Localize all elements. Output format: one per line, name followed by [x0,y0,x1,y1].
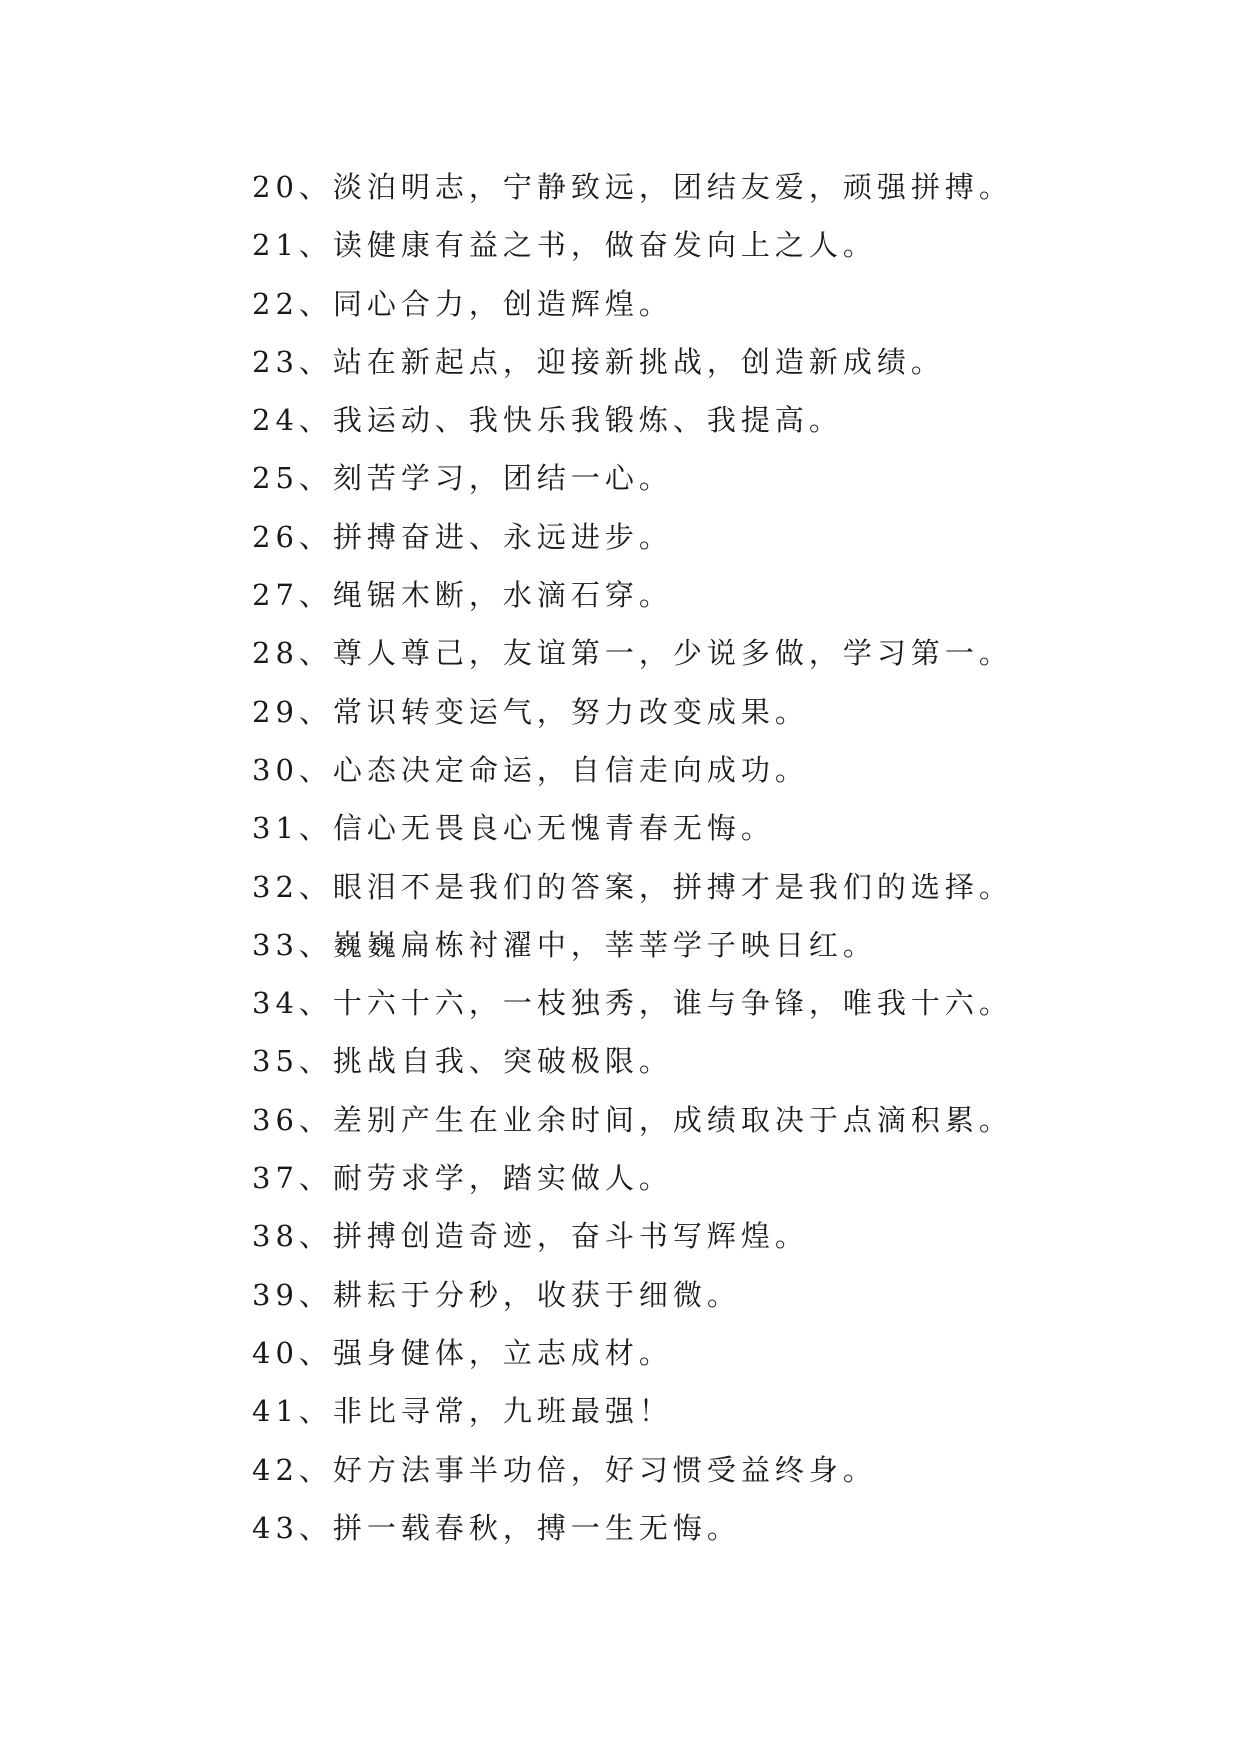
list-item: 41、非比寻常，九班最强！ [252,1394,673,1429]
list-item: 40、强身健体，立志成材。 [252,1335,673,1370]
list-item: 30、心态决定命运，自信走向成功。 [252,752,809,787]
list-item: 43、拼一载春秋，搏一生无悔。 [252,1510,741,1545]
slogan-list [252,158,1212,1557]
list-item: 27、绳锯木断，水滴石穿。 [252,578,673,613]
list-item: 20、淡泊明志，宁静致远，团结友爱，顽强拼搏。 [252,170,1013,204]
list-item: 39、耕耘于分秒，收获于细微。 [252,1277,741,1312]
list-item: 24、我运动、我快乐我锻炼、我提高。 [252,403,843,438]
list-item: 38、拼搏创造奇迹，奋斗书写辉煌。 [252,1219,809,1254]
list-item: 37、耐劳求学，踏实做人。 [252,1161,673,1196]
list-item: 42、好方法事半功倍，好习惯受益终身。 [252,1452,877,1487]
list-item: 25、刻苦学习，团结一心。 [252,461,673,496]
list-item: 34、十六十六，一枝独秀，谁与争锋，唯我十六。 [252,986,1013,1021]
list-item: 23、站在新起点，迎接新挑战，创造新成绩。 [252,344,945,379]
list-item: 29、常识转变运气，努力改变成果。 [252,694,809,729]
list-item: 22、同心合力，创造辉煌。 [252,286,673,321]
list-item: 28、尊人尊己，友谊第一，少说多做，学习第一。 [252,636,1013,671]
list-item: 35、挑战自我、突破极限。 [252,1044,673,1079]
list-item: 36、差别产生在业余时间，成绩取决于点滴积累。 [252,1102,1013,1137]
list-item: 31、信心无畏良心无愧青春无悔。 [252,811,775,846]
list-item: 21、读健康有益之书，做奋发向上之人。 [252,228,877,263]
list-item: 33、巍巍扁栋衬濯中，莘莘学子映日红。 [252,927,877,962]
list-item: 26、拼搏奋进、永远进步。 [252,519,673,554]
list-item: 32、眼泪不是我们的答案，拼搏才是我们的选择。 [252,869,1013,904]
